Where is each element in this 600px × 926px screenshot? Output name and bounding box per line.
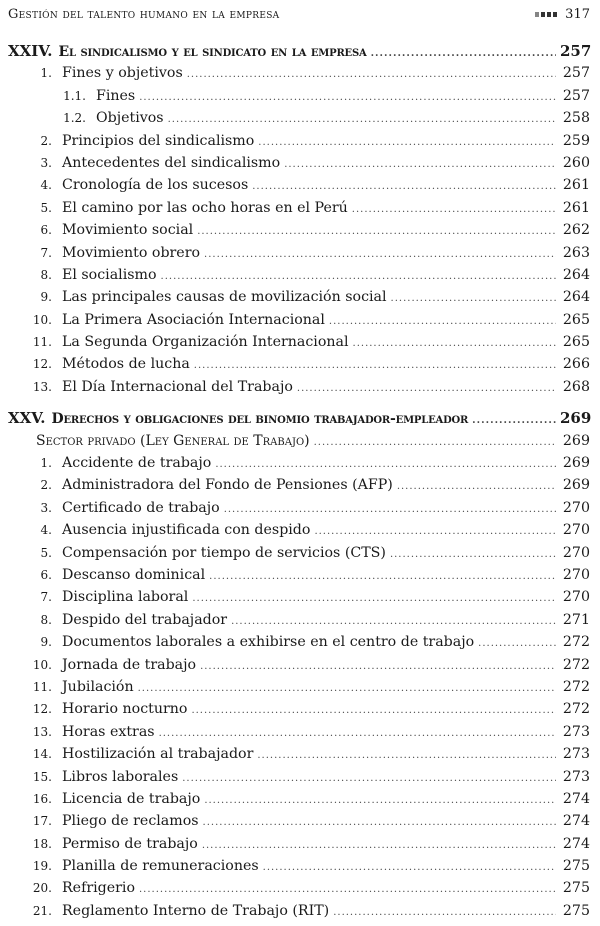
entry-title: La Segunda Organización Internacional [62, 334, 349, 351]
entry-title: Libros laborales [62, 768, 179, 785]
entry-page: 272 [562, 656, 590, 673]
dot-leader [353, 333, 556, 355]
entry-page: 257 [562, 87, 590, 104]
entry-page: 274 [562, 835, 590, 852]
entry-page: 269 [560, 409, 592, 428]
toc-entry [8, 452, 590, 474]
entry-title: Administradora del Fondo de Pensiones (AFP) [62, 477, 393, 494]
entry-number: 13. [32, 724, 52, 739]
dot-leader [138, 678, 556, 700]
entry-number: 5. [40, 545, 52, 560]
entry-page: 262 [562, 222, 590, 239]
dot-leader [314, 521, 556, 543]
entry-page: 269 [562, 477, 590, 494]
entry-page: 257 [560, 42, 592, 60]
dot-leader [197, 221, 556, 243]
entry-title: Jubilación [62, 678, 134, 695]
toc-entry [8, 654, 590, 676]
entry-title: Horas extras [62, 723, 155, 740]
dot-leader [159, 723, 556, 745]
toc-entry [8, 497, 590, 519]
entry-page: 270 [562, 522, 590, 539]
toc-entry [8, 855, 590, 877]
toc-entry [8, 833, 590, 855]
toc-entry [8, 474, 590, 496]
entry-page: 268 [562, 378, 590, 395]
dot-leader [209, 566, 556, 588]
dot-leader [191, 700, 556, 722]
entry-page: 260 [562, 154, 590, 171]
entry-page: 273 [562, 723, 590, 740]
toc-subentry [8, 85, 590, 107]
entry-title: Las principales causas de movilización social [62, 289, 387, 306]
entry-page: 273 [562, 746, 590, 763]
toc-entry [8, 376, 590, 398]
toc-entry [8, 609, 590, 631]
entry-title: Refrigerio [62, 880, 135, 897]
entry-page: 273 [562, 768, 590, 785]
toc-entry [8, 264, 590, 286]
entry-number: 2. [40, 133, 52, 148]
entry-number: 12. [32, 357, 52, 372]
entry-page: 272 [562, 634, 590, 651]
entry-number: 3. [40, 155, 52, 170]
entry-title: Cronología de los sucesos [62, 177, 249, 194]
entry-title: Ausencia injustificada con despido [62, 522, 311, 539]
entry-number: 3. [40, 500, 52, 515]
header-ornament-icon [535, 12, 557, 17]
section-heading [8, 430, 590, 452]
toc-entry [8, 877, 590, 899]
entry-number: 15. [32, 769, 52, 784]
entry-number: XXIV. [8, 42, 53, 60]
chapter-heading [8, 40, 590, 62]
toc-entry [8, 721, 590, 743]
toc-entry [8, 631, 590, 653]
entry-title: Compensación por tiempo de servicios (CTS) [62, 544, 386, 561]
entry-page: 264 [562, 266, 590, 283]
entry-title: Documentos laborales a exhibirse en el centro de trabajo [62, 634, 475, 651]
dot-leader [215, 454, 556, 476]
dot-leader [200, 656, 556, 678]
entry-number: 1. [40, 456, 52, 471]
entry-title: Pliego de reclamos [62, 813, 199, 830]
entry-page: 265 [562, 334, 590, 351]
entry-page: 266 [562, 356, 590, 373]
entry-number: 2. [40, 478, 52, 493]
entry-page: 265 [562, 311, 590, 328]
page-number: 317 [565, 6, 590, 22]
entry-title: Certificado de trabajo [62, 499, 220, 516]
entry-number: 6. [40, 223, 52, 238]
dot-leader [161, 266, 556, 288]
toc-entry [8, 766, 590, 788]
toc-entry [8, 900, 590, 922]
entry-title: Descanso dominical [62, 566, 206, 583]
toc-entry [8, 586, 590, 608]
toc-entry [8, 743, 590, 765]
dot-leader [203, 812, 556, 834]
entry-title: Movimiento social [62, 222, 194, 239]
entry-number: 1. [40, 66, 52, 81]
dot-leader [284, 154, 556, 176]
dot-leader [297, 378, 556, 400]
toc-entry [8, 564, 590, 586]
toc-entry [8, 331, 590, 353]
dot-leader [139, 87, 556, 109]
entry-title: Jornada de trabajo [62, 656, 197, 673]
entry-title: Permiso de trabajo [62, 835, 198, 852]
entry-title: Despido del trabajador [62, 611, 228, 628]
entry-page: 272 [562, 678, 590, 695]
entry-title: Principios del sindicalismo [62, 132, 255, 149]
entry-number: 16. [32, 791, 52, 806]
toc-entry [8, 62, 590, 84]
toc-entry [8, 242, 590, 264]
entry-number: 10. [32, 312, 52, 327]
entry-number: 8. [40, 267, 52, 282]
entry-title: Planilla de remuneraciones [62, 858, 259, 875]
entry-title: Hostilización al trabajador [62, 746, 254, 763]
entry-title: Accidente de trabajo [62, 455, 212, 472]
entry-number: 19. [32, 859, 52, 874]
entry-number: 11. [32, 679, 52, 694]
toc-entry [8, 519, 590, 541]
dot-leader [333, 902, 556, 924]
toc-entry [8, 197, 590, 219]
entry-page: 274 [562, 790, 590, 807]
entry-title: El sindicalismo y el sindicato en la empresa [58, 44, 367, 60]
toc-entry [8, 286, 590, 308]
entry-page: 275 [562, 858, 590, 875]
entry-number: 9. [40, 290, 52, 305]
entry-title: Antecedentes del sindicalismo [62, 154, 281, 171]
entry-page: 275 [562, 902, 590, 919]
toc-entry [8, 542, 590, 564]
entry-title: Licencia de trabajo [62, 790, 201, 807]
dot-leader [182, 768, 556, 790]
dot-leader [397, 476, 556, 498]
entry-page: 274 [562, 813, 590, 830]
toc-entry [8, 353, 590, 375]
dot-leader [187, 64, 556, 86]
dot-leader [478, 633, 556, 655]
entry-page: 257 [562, 65, 590, 82]
entry-number: 6. [40, 567, 52, 582]
entry-number: 8. [40, 612, 52, 627]
toc-entry [8, 152, 590, 174]
dot-leader [258, 132, 556, 154]
entry-page: 270 [562, 566, 590, 583]
dot-leader [139, 879, 556, 901]
entry-title: El Día Internacional del Trabajo [62, 378, 293, 395]
entry-page: 258 [562, 110, 590, 127]
entry-page: 270 [562, 544, 590, 561]
entry-page: 261 [562, 177, 590, 194]
dot-leader [263, 857, 556, 879]
entry-number: 1.1. [63, 88, 86, 103]
dot-leader [252, 176, 556, 198]
entry-number: 1.2. [63, 111, 86, 126]
entry-page: 270 [562, 589, 590, 606]
dot-leader [204, 790, 556, 812]
toc-entry [8, 174, 590, 196]
entry-page: 261 [562, 199, 590, 216]
entry-title: Fines y objetivos [62, 65, 183, 82]
dot-leader [390, 544, 556, 566]
entry-number: 5. [40, 200, 52, 215]
entry-number: 13. [32, 379, 52, 394]
running-header [8, 4, 590, 24]
entry-page: 271 [562, 611, 590, 628]
entry-page: 275 [562, 880, 590, 897]
dot-leader [224, 499, 556, 521]
toc-entry [8, 219, 590, 241]
entry-title: El camino por las ocho horas en el Perú [62, 199, 348, 216]
dot-leader [202, 835, 556, 857]
dot-leader [168, 109, 556, 131]
dot-leader [314, 432, 556, 454]
entry-number: 14. [32, 747, 52, 762]
entry-number: 9. [40, 635, 52, 650]
toc-entry [8, 698, 590, 720]
entry-title: Objetivos [96, 110, 164, 127]
entry-page: 269 [562, 432, 590, 449]
entry-title: Sector privado (Ley General de Trabajo) [36, 432, 310, 449]
table-of-contents [8, 40, 590, 922]
dot-leader [231, 611, 556, 633]
dot-leader [194, 355, 556, 377]
dot-leader [192, 588, 556, 610]
entry-number: 12. [32, 702, 52, 717]
entry-page: 264 [562, 289, 590, 306]
entry-page: 270 [562, 499, 590, 516]
running-header-title: Gestión del talento humano en la empresa [8, 6, 280, 22]
dot-leader [204, 244, 556, 266]
entry-title: Movimiento obrero [62, 244, 201, 261]
entry-title: Fines [96, 87, 136, 104]
entry-title: El socialismo [62, 266, 157, 283]
entry-number: 20. [32, 881, 52, 896]
dot-leader [391, 288, 556, 310]
dot-leader [352, 199, 556, 221]
entry-number: 10. [32, 657, 52, 672]
entry-page: 269 [562, 455, 590, 472]
entry-title: Disciplina laboral [62, 589, 189, 606]
entry-title: Métodos de lucha [62, 356, 190, 373]
entry-number: 21. [32, 903, 52, 918]
toc-entry [8, 788, 590, 810]
dot-leader [257, 745, 556, 767]
entry-number: 4. [40, 523, 52, 538]
entry-page: 263 [562, 244, 590, 261]
entry-number: 18. [32, 836, 52, 851]
entry-number: 7. [40, 245, 52, 260]
toc-entry [8, 130, 590, 152]
entry-number: XXV. [8, 409, 46, 428]
entry-number: 11. [32, 335, 52, 350]
toc-entry [8, 309, 590, 331]
toc-entry [8, 676, 590, 698]
toc-subentry [8, 107, 590, 129]
entry-number: 7. [40, 590, 52, 605]
entry-page: 259 [562, 132, 590, 149]
dot-leader [329, 311, 556, 333]
entry-title: La Primera Asociación Internacional [62, 311, 325, 328]
chapter-heading [8, 407, 590, 429]
entry-title: Horario nocturno [62, 701, 188, 718]
entry-title: Reglamento Interno de Trabajo (RIT) [62, 902, 330, 919]
entry-title: Derechos y obligaciones del binomio trabajador-empleador [51, 411, 469, 428]
entry-page: 272 [562, 701, 590, 718]
toc-entry [8, 810, 590, 832]
entry-number: 4. [40, 178, 52, 193]
entry-number: 17. [32, 814, 52, 829]
